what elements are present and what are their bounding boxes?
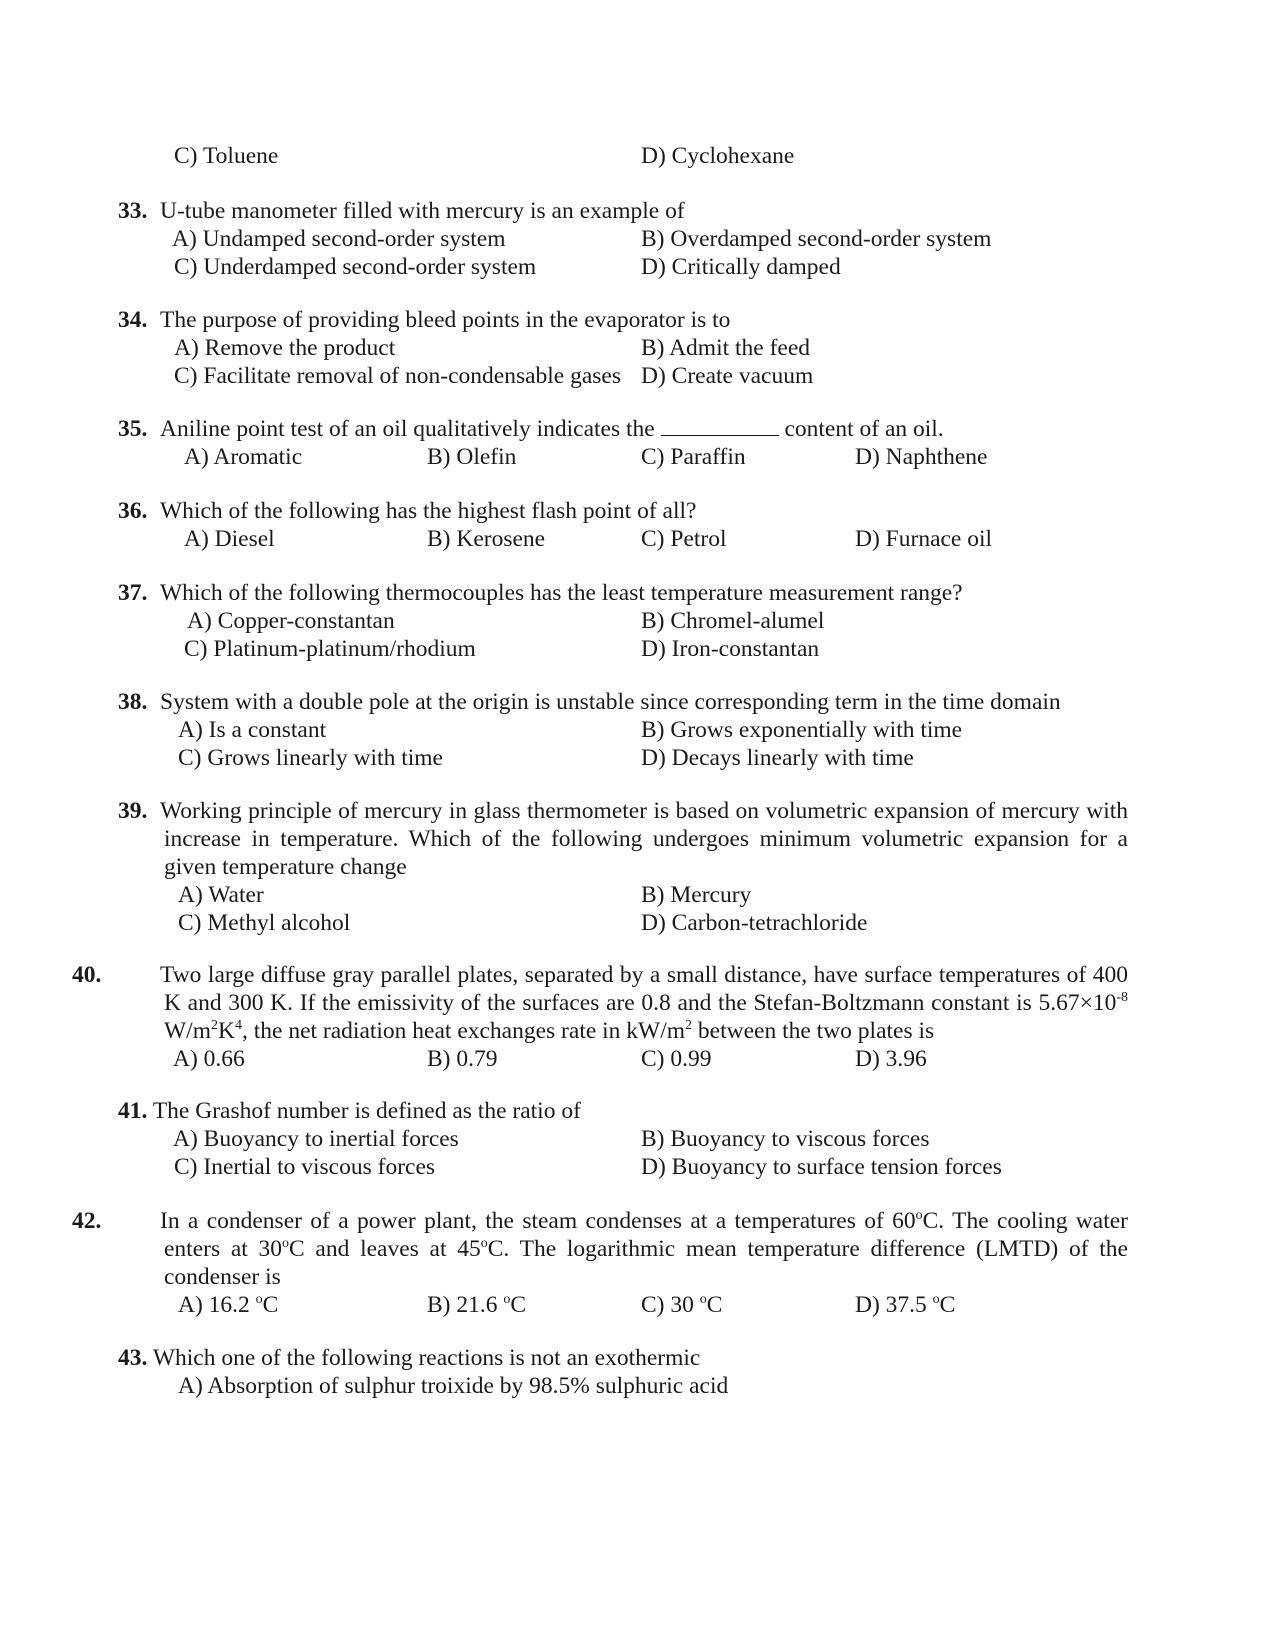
options-row [118,1125,1128,1153]
superscript: 2 [211,1018,218,1034]
option-b [427,1291,526,1319]
option-unit: C [939,1292,956,1318]
option-a: A) Aromatic [184,444,303,470]
options-row [118,443,1128,471]
option-c: C) 0.99 [641,1046,712,1072]
option-a: A) Diesel [184,526,275,552]
question-text: Which of the following has the highest flash point of all? [160,498,697,524]
option-d: D) Buoyancy to surface tension forces [641,1154,1002,1180]
question-text: , the net radiation heat exchanges rate in kW/m [241,1018,686,1044]
question-stem [118,306,1128,334]
option-a: A) Remove the product [174,335,396,361]
option-b: B) Mercury [641,882,752,908]
option-d: D) Cyclohexane [641,143,795,169]
question-40 [72,961,1128,1073]
option-a: A) Undamped second-order system [172,226,506,252]
option-c: C) Platinum-platinum/rhodium [184,636,476,662]
degree-symbol: o [932,1292,940,1308]
degree-symbol: o [915,1208,923,1224]
question-text: K [218,1018,235,1044]
option-value: D) 37.5 [855,1292,933,1318]
question-number: 39. [118,798,148,824]
options-row [118,607,1128,635]
superscript: -8 [1116,990,1128,1006]
option-a: A) Absorption of sulphur troixide by 98.5% sulphuric acid [178,1373,729,1399]
question-number: 43. [118,1345,148,1371]
option-d [855,1291,955,1319]
question-37 [118,579,1128,663]
option-value: B) 21.6 [427,1292,504,1318]
options-row [118,362,1128,390]
question-stem [118,1344,1128,1372]
question-32-options [118,142,1128,170]
question-41 [118,1097,1128,1181]
options-row [118,253,1128,281]
degree-symbol: o [480,1236,488,1252]
options-row [118,225,1128,253]
options-row [118,909,1128,937]
option-b: B) Grows exponentially with time [641,717,963,743]
question-text: C. The cooling water enters at 30 [164,1208,1128,1262]
question-text: Working principle of mercury in glass thermometer is based on volumetric expansion of mercury with increase in temperature. Which of the following undergoes minimum volumetric expansion for a given temperature change [160,798,1128,880]
option-c: C) Petrol [641,526,727,552]
question-34 [118,306,1128,390]
options-row [118,881,1128,909]
option-d: D) Furnace oil [855,526,993,552]
options-row [118,525,1128,553]
option-c: C) Methyl alcohol [178,910,351,936]
option-c: C) Facilitate removal of non-condensable gases [174,363,622,389]
question-text: System with a double pole at the origin is unstable since corresponding term in the time domain [160,689,1061,715]
answer-blank [661,417,779,436]
question-text-end: content of an oil. [784,416,944,442]
option-d: D) 3.96 [855,1046,927,1072]
options-row [118,716,1128,744]
option-b: B) Overdamped second-order system [641,226,992,252]
degree-symbol: o [699,1292,707,1308]
question-stem [118,579,1128,607]
question-number: 42. [72,1208,102,1234]
question-number: 33. [118,198,148,224]
question-text: C. The logarithmic mean temperature difference (LMTD) of the condenser is [164,1236,1128,1290]
option-d: D) Decays linearly with time [641,745,914,771]
option-c: C) Inertial to viscous forces [174,1154,436,1180]
option-c: C) Grows linearly with time [178,745,443,771]
question-stem [118,688,1128,716]
degree-symbol: o [255,1292,263,1308]
question-42 [72,1207,1128,1319]
question-43 [118,1344,1128,1400]
question-stem [72,1207,1128,1291]
options-row [118,142,1128,170]
question-number: 40. [72,962,102,988]
options-row [118,744,1128,772]
question-text: C and leaves at 45 [289,1236,481,1262]
question-text: Which of the following thermocouples has the least temperature measurement range? [160,580,963,606]
option-a: A) 0.66 [173,1046,245,1072]
degree-symbol: o [282,1236,290,1252]
option-b: B) Olefin [427,444,517,470]
options-row [118,1291,1128,1319]
option-b: B) Kerosene [427,526,546,552]
question-stem [118,797,1128,881]
option-c: C) Toluene [174,143,279,169]
question-text: The Grashof number is defined as the ratio of [152,1098,581,1124]
options-row [118,1153,1128,1181]
superscript: 4 [234,1018,242,1034]
degree-symbol: o [503,1292,511,1308]
option-unit: C [706,1292,723,1318]
question-stem [118,415,1128,443]
question-35 [118,415,1128,471]
question-number: 34. [118,307,148,333]
option-c: C) Underdamped second-order system [174,254,537,280]
option-c: C) Paraffin [641,444,746,470]
question-number: 37. [118,580,148,606]
option-d: D) Create vacuum [641,363,814,389]
option-a: A) Buoyancy to inertial forces [173,1126,459,1152]
superscript: 2 [685,1018,693,1034]
question-number: 38. [118,689,148,715]
option-b: B) 0.79 [427,1046,498,1072]
question-text: U-tube manometer filled with mercury is an example of [160,198,685,224]
option-d: D) Critically damped [641,254,841,280]
option-c [641,1291,722,1319]
question-33 [118,197,1128,281]
question-number: 41. [118,1098,148,1124]
question-stem [118,197,1128,225]
option-value: C) 30 [641,1292,700,1318]
options-row [118,635,1128,663]
question-stem [118,497,1128,525]
question-text: The purpose of providing bleed points in the evaporator is to [160,307,731,333]
option-b: B) Buoyancy to viscous forces [641,1126,930,1152]
option-d: D) Naphthene [855,444,988,470]
question-stem [72,961,1128,1045]
question-stem [118,1097,1128,1125]
question-text: In a condenser of a power plant, the steam condenses at a temperatures of 60 [160,1208,916,1234]
question-number: 35. [118,416,148,442]
option-b: B) Admit the feed [641,335,811,361]
option-a: A) Is a constant [178,717,327,743]
option-unit: C [510,1292,527,1318]
option-b: B) Chromel-alumel [641,608,825,634]
option-a: A) Water [178,882,264,908]
question-38 [118,688,1128,772]
question-number: 36. [118,498,148,524]
question-text: W/m [164,1018,211,1044]
option-a: A) Copper-constantan [187,608,395,634]
options-row [118,1372,1128,1400]
option-unit: C [262,1292,279,1318]
question-text: Aniline point test of an oil qualitatively indicates the [160,416,655,442]
options-row [118,1045,1128,1073]
option-a [178,1291,278,1319]
question-text: Which one of the following reactions is not an exothermic [152,1345,701,1371]
question-39 [118,797,1128,937]
question-text: between the two plates is [692,1018,935,1044]
question-text: Two large diffuse gray parallel plates, separated by a small distance, have surface temperatures of 400 K and 300 K. If the emissivity of the surfaces are 0.8 and the Stefan-Boltzmann constant is 5.67×10 [160,962,1128,1016]
options-row [118,334,1128,362]
question-36 [118,497,1128,553]
option-d: D) Iron-constantan [641,636,820,662]
option-d: D) Carbon-tetrachloride [641,910,868,936]
option-value: A) 16.2 [178,1292,256,1318]
